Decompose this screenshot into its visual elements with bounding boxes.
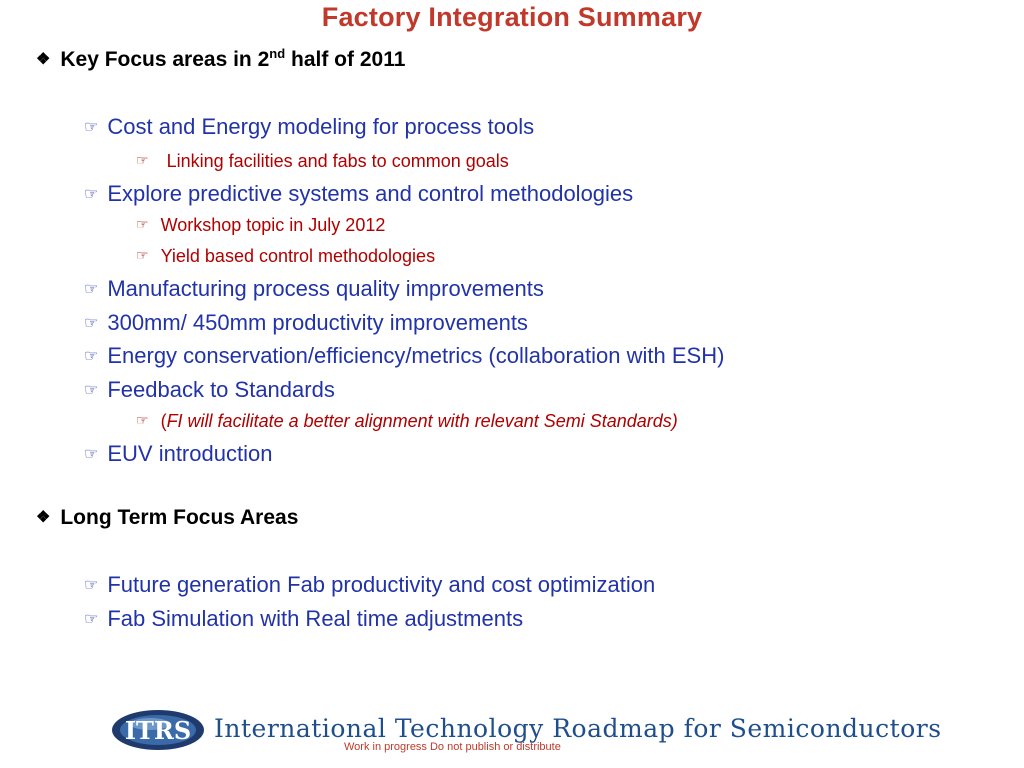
sub-list-item: ☞ Linking facilities and fabs to common goals <box>136 151 509 171</box>
itrs-logo-icon <box>110 708 206 752</box>
list-item: ☞ Explore predictive systems and control methodologies <box>84 181 634 206</box>
pointing-hand-icon: ☞ <box>84 281 99 298</box>
list-item: ☞ Energy conservation/efficiency/metrics (collaboration with ESH) <box>84 343 725 368</box>
diamond-bullet-icon: ❖ <box>36 509 51 526</box>
section-label-post: half of 2011 <box>285 48 406 71</box>
pointing-hand-icon: ☞ <box>84 446 99 463</box>
pointing-hand-icon: ☞ <box>84 119 99 136</box>
pointing-hand-icon: ☞ <box>84 315 99 332</box>
list-item: ☞ Manufacturing process quality improvements <box>84 276 544 301</box>
section-long-term: ❖ Long Term Focus Areas <box>36 506 299 529</box>
list-item: ☞ Future generation Fab productivity and cost optimization <box>84 572 656 597</box>
sub-list-item: ☞ (FI will facilitate a better alignment with relevant Semi Standards) <box>136 411 678 431</box>
pointing-hand-icon: ☞ <box>84 186 99 203</box>
sub-list-item: ☞ Workshop topic in July 2012 <box>136 215 386 235</box>
list-item: ☞ EUV introduction <box>84 441 273 466</box>
section-label-pre: Key Focus areas in 2 <box>60 48 270 71</box>
diamond-bullet-icon: ❖ <box>36 51 51 68</box>
list-item: ☞ Cost and Energy modeling for process tools <box>84 114 535 139</box>
pointing-hand-icon: ☞ <box>136 216 149 232</box>
list-item: ☞ 300mm/ 450mm productivity improvements <box>84 310 528 335</box>
logo-text: ITRS <box>124 716 192 745</box>
list-item: ☞ Fab Simulation with Real time adjustments <box>84 606 524 631</box>
page-title: Factory Integration Summary <box>321 2 703 32</box>
pointing-hand-icon: ☞ <box>84 611 99 628</box>
sub-list-item: ☞ Yield based control methodologies <box>136 246 436 266</box>
pointing-hand-icon: ☞ <box>84 382 99 399</box>
pointing-hand-icon: ☞ <box>84 348 99 365</box>
pointing-hand-icon: ☞ <box>136 412 149 428</box>
footer-note: Work in progress Do not publish or distribute <box>344 741 561 753</box>
section-key-focus <box>36 46 405 72</box>
pointing-hand-icon: ☞ <box>136 152 149 168</box>
org-name: International Technology Roadmap for Semiconductors <box>214 714 942 743</box>
pointing-hand-icon: ☞ <box>84 577 99 594</box>
list-item: ☞ Feedback to Standards <box>84 377 335 402</box>
section-label-sup: nd <box>269 46 286 61</box>
pointing-hand-icon: ☞ <box>136 247 149 263</box>
